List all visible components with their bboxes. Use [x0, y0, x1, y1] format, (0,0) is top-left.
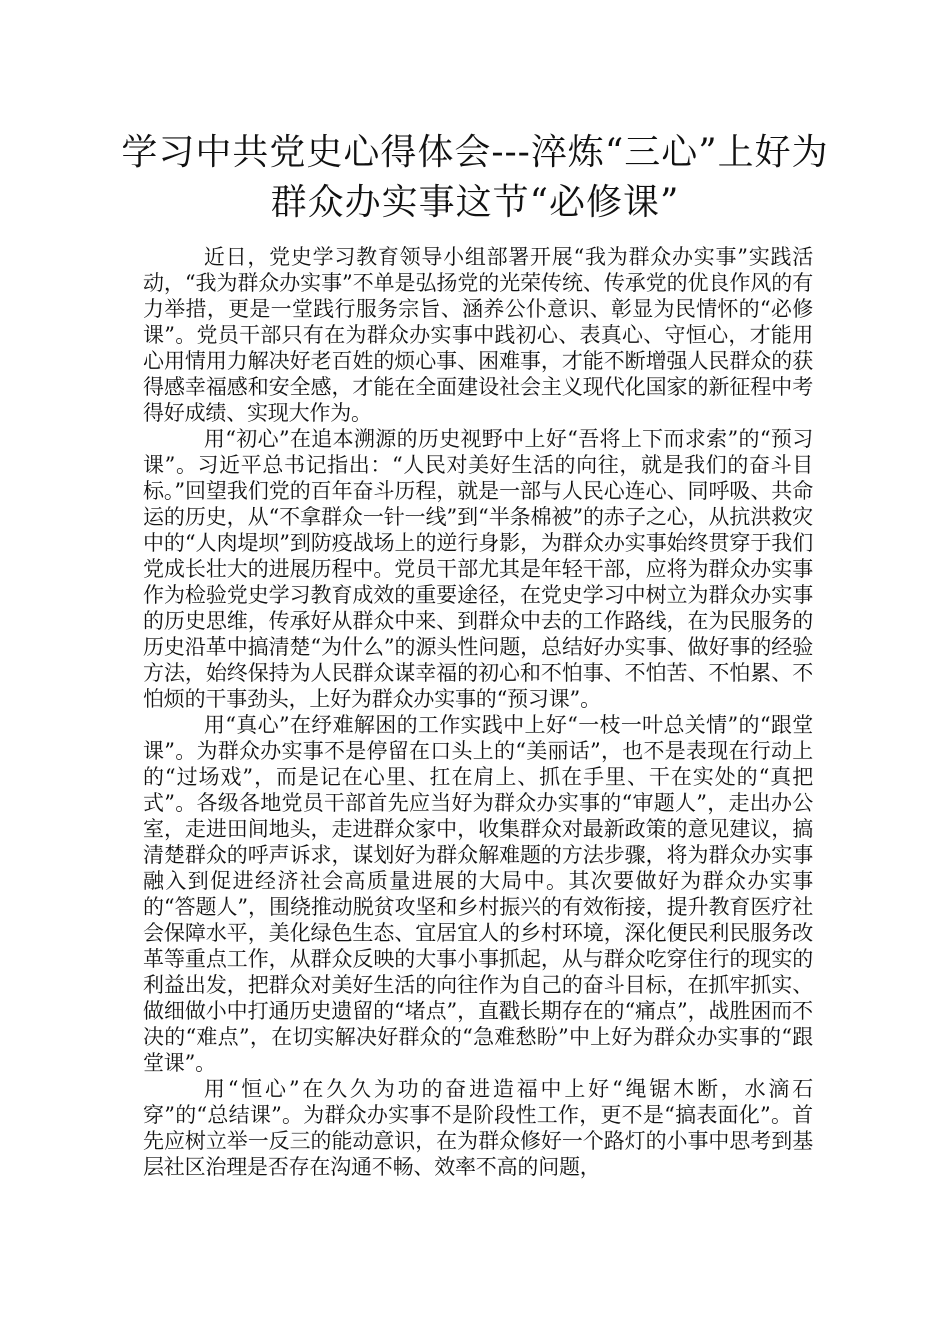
paragraph-sincerity: 用“真心”在纾难解困的工作实践中上好“一枝一叶总关情”的“跟堂课”。为群众办实事不是停留在口头上的“美丽话”，也不是表现在行动上的“过场戏”，而是记在心里、扛在肩上、抓在手里、干在实处的“真把式”。各级各地党员干部首先应当好为群众办实事的“审题人”，走出办公室，走进田间地头，走进群众家中，收集群众对最新政策的意见建议，搞清楚群众的呼声诉求，谋划好为群众解难题的方法步骤，将为群众办实事融入到促进经济社会高质量进展的大局中。其次要做好为群众办实事的“答题人”，围绕推动脱贫攻坚和乡村振兴的有效衔接，提升教育医疗社会保障水平，美化绿色生态、宜居宜人的乡村环境，深化便民利民服务改革等重点工作，从群众反映的大事小事抓起，从与群众吃穿住行的现实的利益出发，把群众对美好生活的向往作为自己的奋斗目标，在抓牢抓实、做细做小中打通历史遗留的“堵点”，直戳长期存在的“痛点”，战胜困而不决的“难点”，在切实解决好群众的“急难愁盼”中上好为群众办实事的“跟堂课”。 — [143, 713, 813, 1075]
document-title: 学习中共党史心得体会---淬炼“三心”上好为群众办实事这节“必修课” — [121, 132, 829, 223]
paragraph-original-aspiration: 用“初心”在追本溯源的历史视野中上好“吾将上下而求索”的“预习课”。习近平总书记指出：“人民对美好生活的向往，就是我们的奋斗目标。”回望我们党的百年奋斗历程，就是一部与人民心连心、同呼吸、共命运的历史，从“不拿群众一针一线”到“半条棉被”的赤子之心，从抗洪救灾中的“人肉堤坝”到防疫战场上的逆行身影，为群众办实事始终贯穿于我们党成长壮大的进展历程中。党员干部尤其是年轻干部，应将为群众办实事作为检验党史学习教育成效的重要途径，在党史学习中树立为群众办实事的历史思维，传承好从群众中来、到群众中去的工作路线，在为民服务的历史沿革中搞清楚“为什么”的源头性问题，总结好办实事、做好事的经验方法，始终保持为人民群众谋幸福的初心和不怕事、不怕苦、不怕累、不怕烦的干事劲头，上好为群众办实事的“预习课”。 — [143, 427, 813, 711]
paragraph-intro: 近日，党史学习教育领导小组部署开展“我为群众办实事”实践活动，“我为群众办实事”不单是弘扬党的光荣传统、传承党的优良作风的有力举措，更是一堂践行服务宗旨、涵养公仆意识、彰显为民情怀的“必修课”。党员干部只有在为群众办实事中践初心、表真心、守恒心，才能用心用情用力解决好老百姓的烦心事、困难事，才能不断增强人民群众的获得感幸福感和安全感，才能在全面建设社会主义现代化国家的新征程中考得好成绩、实现大作为。 — [143, 245, 813, 425]
paragraph-perseverance: 用“恒心”在久久为功的奋进造福中上好“绳锯木断，水滴石穿”的“总结课”。为群众办实事不是阶段性工作，更不是“搞表面化”。首先应树立举一反三的能动意识，在为群众修好一个路灯的小事中思考到基层社区治理是否存在沟通不畅、效率不高的问题， — [143, 1077, 813, 1179]
document-body — [143, 244, 813, 1180]
